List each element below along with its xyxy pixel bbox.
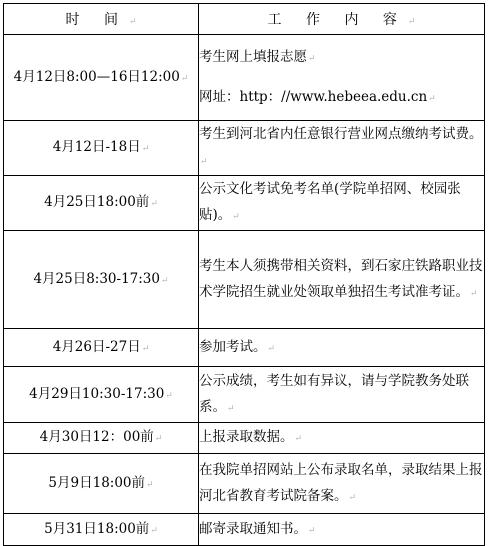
time-text: 4月26日-27日 xyxy=(52,338,141,355)
time-text: 5月31日18:00前 xyxy=(44,520,150,537)
table-row xyxy=(4,454,485,514)
paragraph-mark-icon: ↵ xyxy=(200,157,208,167)
website-text: 网址：http：//www.hebeea.edu.cn xyxy=(199,88,428,105)
header-work-label: 工 作 内 容 xyxy=(267,12,407,28)
paragraph-mark-icon: ↵ xyxy=(154,434,163,444)
paragraph-mark-icon: ↵ xyxy=(146,479,154,490)
time-cell xyxy=(4,514,199,546)
paragraph-mark-icon: ↵ xyxy=(428,93,436,104)
work-text: 公示成绩，考生如有异议，请与学院教务处联系。 xyxy=(199,372,469,415)
work-text: 考生到河北省内任意银行营业网点缴纳考试费。 xyxy=(199,126,483,142)
time-text: 4月12日-18日 xyxy=(52,139,141,155)
work-cell xyxy=(199,454,485,514)
table-row xyxy=(4,121,485,176)
schedule-table xyxy=(3,3,485,546)
paragraph-mark-icon: ↵ xyxy=(165,390,173,401)
time-text: 4月25日8:30-17:30 xyxy=(33,270,160,287)
work-cell xyxy=(199,176,485,231)
time-text: 4月30日12：00前 xyxy=(39,429,154,445)
paragraph-mark-icon: ↵ xyxy=(348,492,357,503)
work-cell xyxy=(199,329,485,367)
time-cell xyxy=(4,231,199,329)
paragraph-mark-icon: ↵ xyxy=(180,73,189,84)
paragraph-mark-icon: ↵ xyxy=(308,53,316,64)
work-text: 考生网上填报志愿 xyxy=(199,48,307,65)
paragraph-mark-icon: ↵ xyxy=(161,275,169,286)
paragraph-mark-icon: ↵ xyxy=(227,403,235,414)
time-text: 4月25日18:00前 xyxy=(44,194,150,210)
paragraph-mark-icon: ↵ xyxy=(150,199,158,209)
paragraph-mark-icon: ↵ xyxy=(308,525,316,536)
time-cell xyxy=(4,176,199,231)
table-row xyxy=(4,35,485,121)
table-row xyxy=(4,231,485,329)
paragraph-mark-icon: ↵ xyxy=(470,288,478,299)
table-row xyxy=(4,514,485,546)
work-text: 在我院单招网站上公布录取名单，录取结果上报河北省教育考试院备案。 xyxy=(199,461,483,504)
paragraph-mark-icon: ↵ xyxy=(141,144,150,154)
time-cell xyxy=(4,423,199,454)
time-text: 5月9日18:00前 xyxy=(48,474,146,491)
paragraph-mark-icon: ↵ xyxy=(267,343,276,354)
work-text: 公示文化考试免考名单(学院单招网、校园张贴)。 xyxy=(199,181,461,223)
table-row xyxy=(4,329,485,367)
paragraph-mark-icon: ↵ xyxy=(141,343,150,354)
work-text: 邮寄录取通知书。 xyxy=(199,520,307,537)
work-cell xyxy=(199,514,485,546)
time-cell xyxy=(4,454,199,514)
work-text: 参加考试。 xyxy=(199,338,267,355)
header-work xyxy=(199,4,485,35)
table-row xyxy=(4,367,485,423)
table-row xyxy=(4,176,485,231)
time-text: 4月12日8:00—16日12:00 xyxy=(13,68,180,85)
work-cell xyxy=(199,367,485,423)
work-text: 考生本人须携带相关资料，到石家庄铁路职业技术学院招生就业处领取单独招生考试准考证。 xyxy=(199,257,483,300)
work-cell xyxy=(199,121,485,176)
work-cell xyxy=(199,423,485,454)
time-cell xyxy=(4,329,199,367)
paragraph-mark-icon: ↵ xyxy=(232,212,240,222)
header-time-label: 时 间 xyxy=(65,12,128,28)
paragraph-mark-icon: ↵ xyxy=(407,17,416,27)
table-header-row xyxy=(4,4,485,35)
work-cell xyxy=(199,35,485,121)
time-text: 4月29日10:30-17:30 xyxy=(29,385,165,402)
time-cell xyxy=(4,367,199,423)
time-cell xyxy=(4,121,199,176)
work-cell xyxy=(199,231,485,329)
time-cell xyxy=(4,35,199,121)
paragraph-mark-icon: ↵ xyxy=(150,525,158,536)
work-text: 上报录取数据。 xyxy=(199,429,294,445)
table-row xyxy=(4,423,485,454)
paragraph-mark-icon: ↵ xyxy=(294,434,303,444)
paragraph-mark-icon: ↵ xyxy=(128,17,137,27)
header-time xyxy=(4,4,199,35)
